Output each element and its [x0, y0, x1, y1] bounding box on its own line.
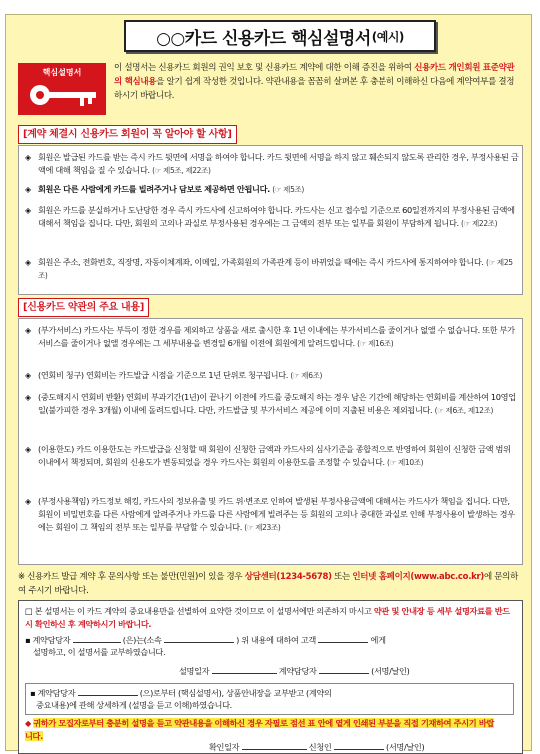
intro-part-3: 을 알기 쉽게 작성한 것입니다. 약관내용을 꼼꼼히 살펴본 후 충분히 이해하신 다음에 계약여부를 결정하시기 바랍니다.	[114, 77, 515, 101]
item-text: 회원은 발급된 카드를 받는 즉시 카드 뒷면에 서명을 하여야 합니다. 카드 뒷면에 서명을 하지 않고 훼손되지 않도록 관리한 경우, 부정사용된 금액에 대해 책임을 질 수 있습니다.	[38, 152, 519, 175]
notice-highlight: 약관 및 안내장 등 세부 설명자료를 반드시 확인하신 후 계약하시기 바랍니다.	[25, 606, 510, 629]
sign-mark: (서명/날인)	[371, 666, 410, 676]
ack-label: ▪ 계약담당자	[30, 688, 76, 698]
applicant-mark: (서명/날인)	[386, 742, 425, 752]
bullet-icon: ◈	[25, 371, 31, 380]
call-center-link[interactable]: 상담센터(1234-5678)	[244, 572, 332, 582]
sign-date-label: 설명일자	[179, 666, 210, 676]
item-ref: (☞ 제5조)	[272, 185, 304, 194]
item-text: (중도해지시 연회비 반환) 연회비 부과기간(1년)이 끝나기 이전에 카드를 중도해지 하는 경우 남은 기간에 해당하는 연회비를 계산하여 10영업일(불가피한 경우 3개월) 이내에 돌려드립니다. 다만, 카드발급 및 부가서비스 제공에 이미 지출된 비용은 제외됩니다.	[38, 392, 516, 415]
page-title	[124, 20, 436, 52]
list-item	[25, 324, 519, 350]
section2-heading: [신용카드 약관의 주요 내용]	[18, 298, 149, 317]
title-main: ○○카드 신용카드 핵심설명서	[156, 28, 371, 49]
ack-dealer-field[interactable]	[78, 686, 138, 696]
item-text: (부정사용책임) 카드정보 해킹, 카드사의 정보유출 및 카드 위·변조로 인하여 발생된 부정사용금액에 대해서는 카드사가 책임을 집니다. 다만, 회원이 비밀번호를 다른 사람에게 알려주거나 카드를 다른 사람에게 빌려주는 등 회원의 고의나 중대한 과실로 인해 부정사용이 발생하는 경우에는 회원이 그 책임의 전부 또는 일부를 부담할 수 있습니다.	[38, 496, 515, 532]
item-ref: (☞ 제16조)	[357, 339, 394, 348]
item-ref: (☞ 제6조)	[290, 371, 323, 380]
list-item	[25, 204, 519, 230]
confirmation-box	[18, 600, 523, 754]
section2-box	[18, 318, 523, 565]
item-text: 회원은 카드를 분실하거나 도난당한 경우 즉시 카드사에 신고하여야 합니다. 카드사는 신고 접수일 기준으로 60일전까지의 부정사용된 금액에 대해서 책임을 집니다. 다만, 회원의 고의나 과실로 부정사용된 경우에는 그 금액의 전부 또는 일부를 회원이 부담하게 됩니다.	[38, 205, 515, 228]
sign-date-field[interactable]	[212, 664, 277, 674]
dealer-mid: (은)는(소속	[122, 635, 162, 645]
item-text: (연회비 청구) 연회비는 카드발급 시점을 기준으로 1년 단위로 청구됩니다.	[38, 370, 289, 380]
confirm-date-field[interactable]	[242, 740, 307, 750]
key-badge	[18, 63, 106, 115]
intro-highlight: 신용카드 개인회원 표준약관의 핵심내용	[114, 63, 515, 87]
dealer-statement	[25, 633, 515, 647]
ack-line1	[30, 686, 510, 700]
intro-block	[18, 61, 523, 119]
applicant-sign-row	[209, 740, 509, 754]
item-text: 회원은 주소, 전화번호, 직장명, 자동이체계좌, 이메일, 가족회원의 가족관계 등이 바뀌었을 때에는 즉시 카드사에 통지하여야 합니다.	[38, 257, 484, 267]
inquiry-notice	[18, 570, 521, 598]
key-icon	[18, 63, 106, 115]
item-ref: (☞ 제22조)	[461, 219, 498, 228]
item-ref: (☞ 제6조, 제12조)	[434, 406, 494, 415]
bullet-icon: ◈	[25, 206, 31, 215]
applicant-field[interactable]	[334, 740, 384, 750]
badge-label: 핵심설명서	[42, 68, 82, 77]
applicant-label: 신청인	[308, 742, 332, 752]
dealer-end: ) 위 내용에 대하여 고객	[236, 635, 316, 645]
intro-part-1: 이 설명서는 신용카드 회원의 권익 보호 및 신용카드 계약에 대한 이해 증진을 위하여	[114, 63, 415, 73]
bullet-icon: ◈	[25, 185, 31, 194]
list-item	[25, 443, 519, 469]
notice-text	[25, 605, 515, 631]
bullet-icon: ◈	[25, 393, 31, 402]
dealer-line2: 설명하고, 이 설명서를 교부하였습니다.	[33, 647, 166, 657]
list-item	[25, 151, 519, 177]
inquiry-suffix: 에 문의하여 주시기 바랍니다.	[18, 572, 518, 596]
list-item	[25, 391, 519, 417]
acknowledge-box	[25, 683, 514, 715]
homepage-link[interactable]: 인터넷 홈페이지(www.abc.co.kr)	[352, 572, 484, 582]
section1-box	[18, 145, 523, 295]
item-text: 회원은 다른 사람에게 카드를 빌려주거나 담보로 제공하면 안됩니다.	[38, 184, 270, 194]
sign-who-field[interactable]	[319, 664, 369, 674]
bullet-icon: ◈	[25, 445, 31, 454]
ack-mid: (으)로부터 (핵심설명서), 상품안내장을 교부받고 (계약의	[139, 688, 332, 698]
sign-who-label: 계약담당자	[278, 666, 317, 676]
ack-line2: 중요내용)에 관해 상세하게 (설명을 듣고 이해)하였습니다.	[36, 700, 232, 710]
bullet-icon: ◈	[25, 258, 31, 267]
warning-text: 귀하가 모집자로부터 충분히 설명을 듣고 약관내용을 이해하신 경우 자필로 점선 표 안에 옅게 인쇄된 부분을 직접 기재하여 주시기 바랍니다.	[25, 718, 494, 741]
item-ref: (☞ 제25조)	[38, 258, 513, 280]
list-item	[25, 495, 519, 534]
item-ref: (☞ 제5조, 제22조)	[152, 166, 211, 175]
section1-heading: [계약 체결시 신용카드 회원이 꼭 알아야 할 사항]	[18, 125, 237, 144]
dealer-org-field[interactable]	[164, 633, 234, 643]
list-item	[25, 183, 519, 196]
confirm-date-label: 확인일자	[209, 742, 240, 752]
dealer-sign-row	[179, 664, 509, 678]
notice-part-1: □ 본 설명서는 이 카드 계약의 중요내용만을 선별하여 요약한 것이므로 이 설명서에만 의존하지 마시고	[25, 606, 374, 616]
dealer-label: ▪ 계약담당자	[25, 635, 71, 645]
inquiry-prefix: ※ 신용카드 발급 계약 후 문의사항 또는 불만(민원)이 있을 경우	[18, 572, 245, 582]
intro-text	[114, 61, 520, 103]
document-sheet	[5, 14, 532, 751]
inquiry-mid: 또는	[331, 572, 353, 582]
item-text: (이용한도) 카드 이용한도는 카드발급을 신청할 때 회원이 신청한 금액과 카드사의 심사기준을 종합적으로 반영하여 회원이 신청한 금액 범위 이내에서 책정되며, 회원의 신용도가 변동되었을 경우 카드사는 회원의 이용한도를 조정할 수 있습니다.	[38, 444, 511, 467]
item-text: (부가서비스) 카드사는 부득이 정한 경우를 제외하고 상품을 새로 출시한 후 1년 이내에는 부가서비스를 줄이거나 없앨 수 없습니다. 또한 부가서비스를 줄이거나 없앨 경우에는 그 세부내용을 변경일 6개월 이전에 회원에게 알려드립니다.	[38, 325, 515, 348]
customer-name-field[interactable]	[318, 633, 368, 643]
dealer-to: 에게	[370, 635, 386, 645]
item-ref: (☞ 제23조)	[244, 523, 281, 532]
bullet-icon: ◈	[25, 153, 31, 162]
title-suffix: (예시)	[371, 29, 404, 44]
dealer-name-field[interactable]	[73, 633, 121, 643]
list-item	[25, 256, 519, 282]
warning-icon: ◆	[25, 718, 31, 728]
list-item	[25, 369, 519, 382]
bullet-icon: ◈	[25, 497, 31, 506]
bullet-icon: ◈	[25, 326, 31, 335]
item-ref: (☞ 제10조)	[387, 458, 424, 467]
